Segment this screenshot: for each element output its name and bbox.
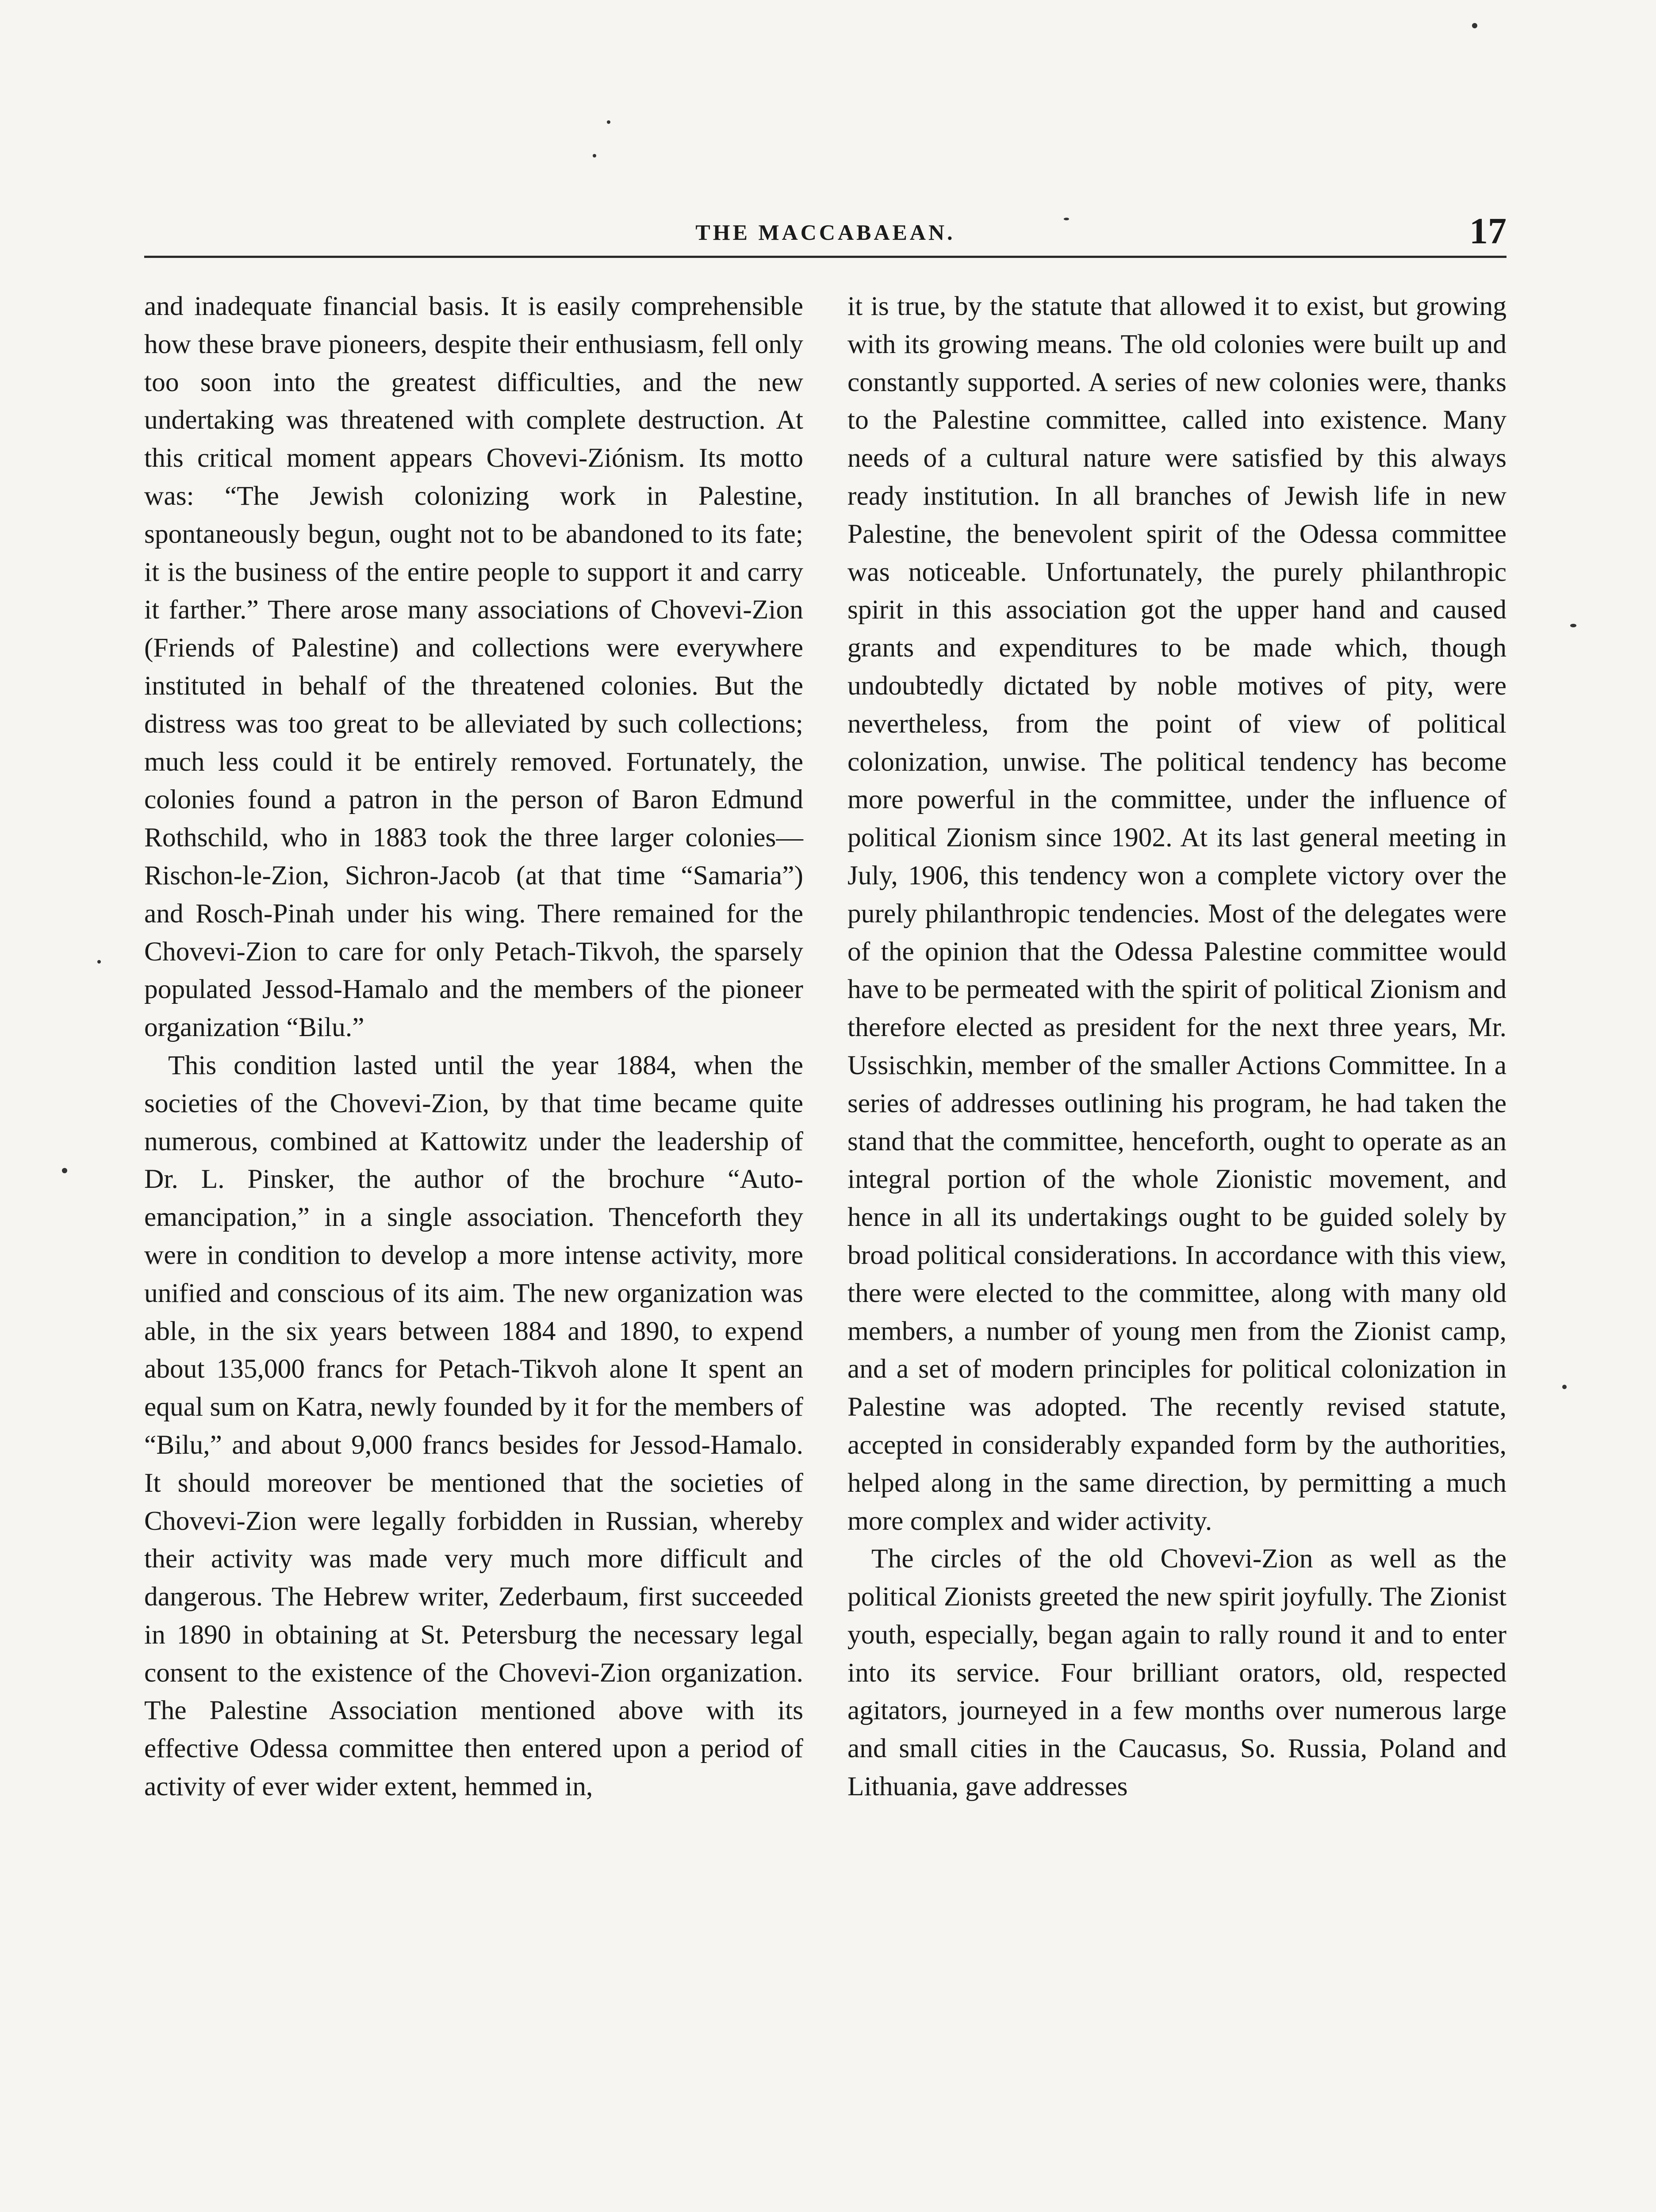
header-rule [144, 256, 1506, 258]
running-header [144, 211, 1506, 256]
scan-speck [1064, 218, 1069, 220]
page-number: 17 [1469, 211, 1506, 252]
right-column [847, 288, 1506, 1806]
left-column [144, 288, 803, 1806]
scan-speck [62, 1168, 67, 1173]
scan-speck [593, 154, 596, 157]
scan-speck [1562, 1385, 1567, 1389]
scan-speck [97, 960, 101, 964]
scan-speck [1472, 23, 1477, 28]
paragraph: and inadequate financial basis. It is easily comprehensible how these brave pioneers, despite their enthusiasm, fell only too soon into the greatest difficulties, and the new undertaking was threatened with complete destruction. At this critical moment appears Chovevi-Ziónism. Its motto was: “The Jewish colonizing work in Palestine, spontaneously begun, ought not to be abandoned to its fate; it is the business of the entire people to support it and carry it farther.” There arose many associations of Chovevi-Zion (Friends of Palestine) and collections were everywhere instituted in behalf of the threatened colonies. But the distress was too great to be alleviated by such collections; much less could it be entirely removed. Fortunately, the colonies found a patron in the person of Baron Edmund Rothschild, who in 1883 took the three larger colonies—Rischon-le-Zion, Sichron-Jacob (at that time “Samaria”) and Rosch-Pinah under his wing. There remained for the Chovevi-Zion to care for only Petach-Tikvoh, the sparsely populated Jessod-Hamalo and the members of the pioneer organization “Bilu.” [144, 291, 803, 1043]
paragraph: The circles of the old Chovevi-Zion as well as the political Zionists greeted the new spirit joyfully. The Zionist youth, especially, began again to rally round it and to enter into its service. Four brilliant orators, old, respected agitators, journeyed in a few months over numerous large and small cities in the Caucasus, So. Russia, Poland and Lithuania, gave addresses [847, 1544, 1506, 1802]
paragraph: it is true, by the statute that allowed it to exist, but growing with its growing means. The old colonies were built up and constantly supported. A series of new colonies were, thanks to the Palestine committee, called into existence. Many needs of a cultural nature were satisfied by this always ready institution. In all branches of Jewish life in new Palestine, the benevolent spirit of the Odessa committee was noticeable. Unfortunately, the purely philanthropic spirit in this association got the upper hand and caused grants and expenditures to be made which, though undoubtedly dictated by noble motives of pity, were nevertheless, from the point of view of political colonization, unwise. The political tendency has become more powerful in the committee, under the influence of political Zionism since 1902. At its last general meeting in July, 1906, this tendency won a complete victory over the purely philanthropic tendencies. Most of the delegates were of the opinion that the Odessa Palestine committee would have to be permeated with the spirit of political Zionism and therefore elected as president for the next three years, Mr. Ussischkin, member of the smaller Actions Committee. In a series of addresses outlining his program, he had taken the stand that the committee, henceforth, ought to operate as an integral portion of the whole Zionistic movement, and hence in all its undertakings ought to be guided solely by broad political considerations. In accordance with this view, there were elected to the committee, along with many old members, a number of young men from the Zionist camp, and a set of modern principles for political colonization in Palestine was adopted. The recently revised statute, accepted in considerably expanded form by the authorities, helped along in the same direction, by permitting a much more complex and wider activity. [847, 291, 1506, 1536]
running-title: THE MACCABAEAN. [695, 220, 955, 245]
paragraph: This condition lasted until the year 1884, when the societies of the Chovevi-Zion, by that time became quite numerous, combined at Kattowitz under the leadership of Dr. L. Pinsker, the author of the brochure “Auto-emancipation,” in a single association. Thenceforth they were in condition to develop a more intense activity, more unified and conscious of its aim. The new organization was able, in the six years between 1884 and 1890, to expend about 135,000 francs for Petach-Tikvoh alone It spent an equal sum on Katra, newly founded by it for the members of “Bilu,” and about 9,000 francs besides for Jessod-Hamalo. It should moreover be mentioned that the societies of Chovevi-Zion were legally forbidden in Russian, whereby their activity was made very much more difficult and dangerous. The Hebrew writer, Zederbaum, first succeeded in 1890 in obtaining at St. Petersburg the necessary legal consent to the existence of the Chovevi-Zion organization. The Palestine Association mentioned above with its effective Odessa committee then entered upon a period of activity of ever wider extent, hemmed in, [144, 1050, 803, 1802]
scan-speck [607, 120, 610, 124]
scan-speck [1570, 624, 1576, 627]
